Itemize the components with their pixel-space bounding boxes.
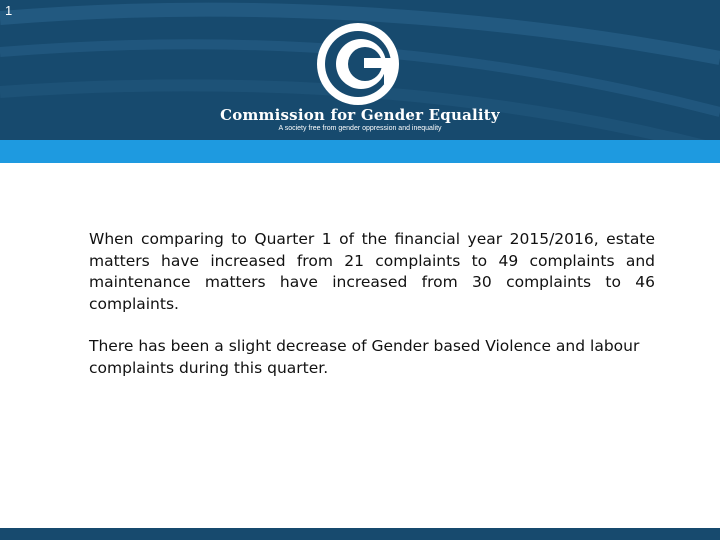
organization-name: Commission for Gender Equality xyxy=(220,106,500,124)
header-banner xyxy=(0,0,720,140)
slide-number: 1 xyxy=(5,3,13,18)
accent-strip xyxy=(0,140,720,163)
organization-tagline: A society free from gender oppression and inequality xyxy=(278,125,442,132)
cge-logo-icon xyxy=(314,20,402,108)
slide-body xyxy=(89,229,655,379)
paragraph-quarter-comparison: When comparing to Quarter 1 of the financial year 2015/2016, estate matters have increased from 21 complaints to 49 complaints and maintenance matters have increased from 30 complaints to 46 complaints. xyxy=(89,230,655,313)
footer-bar xyxy=(0,528,720,540)
paragraph-decrease-note: There has been a slight decrease of Gender based Violence and labour complaints during this quarter. xyxy=(89,337,640,377)
